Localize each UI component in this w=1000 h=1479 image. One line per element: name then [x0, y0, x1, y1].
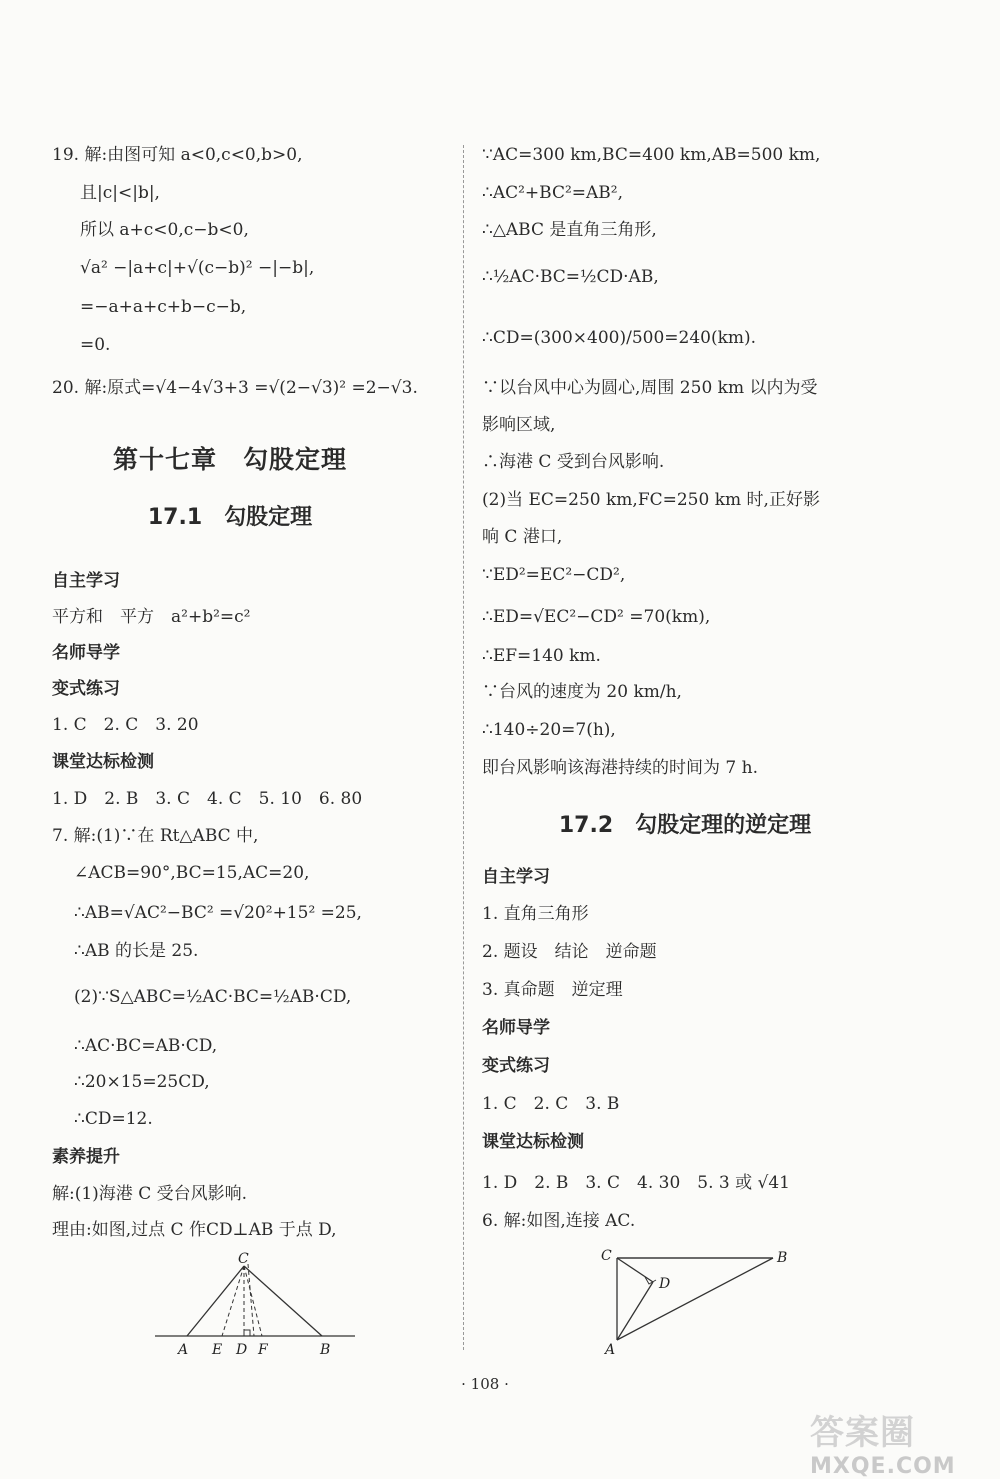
fig1-label-a: A	[178, 1342, 189, 1358]
heading-literacy-upgrade: 素养提升	[52, 1147, 120, 1167]
figure-typhoon-triangle	[150, 1250, 365, 1365]
typhoon-line-14: ∵台风的速度为 20 km/h,	[482, 682, 682, 702]
typhoon-line-10: 响 C 港口,	[482, 527, 563, 547]
watermark-url: MXQE.COM	[810, 1454, 956, 1479]
typhoon-line-11: ∵ED²=EC²−CD²,	[482, 565, 626, 585]
heading-self-study-2: 自主学习	[482, 867, 550, 887]
typhoon-line-15: ∴140÷20=7(h),	[482, 720, 616, 740]
watermark-title: 答案圈	[810, 1413, 915, 1453]
fig1-label-f: F	[258, 1342, 268, 1358]
heading-class-check-2: 课堂达标检测	[482, 1132, 584, 1152]
heading-variant-practice: 变式练习	[52, 679, 120, 699]
section-title-17-1: 17.1 勾股定理	[147, 505, 313, 530]
column-divider	[463, 145, 464, 1350]
answer-7-line-2: ∠ACB=90°,BC=15,AC=20,	[74, 863, 310, 883]
self-study-2-answer-3: 3. 真命题 逆定理	[482, 980, 623, 1000]
answer-7-line-3: ∴AB=√AC²−BC² =√20²+15² =25,	[74, 903, 362, 923]
fig1-label-e: E	[212, 1342, 223, 1358]
class-check-answers: 1. D 2. B 3. C 4. C 5. 10 6. 80	[52, 789, 363, 809]
answer-20: 20. 解:原式=√4−4√3+3 =√(2−√3)² =2−√3.	[52, 378, 418, 398]
literacy-answer-line-2: 理由:如图,过点 C 作CD⊥AB 于点 D,	[52, 1220, 337, 1240]
chapter-title: 第十七章 勾股定理	[112, 445, 347, 474]
self-study-answer: 平方和 平方 a²+b²=c²	[52, 607, 251, 627]
typhoon-line-4: ∴½AC·BC=½CD·AB,	[482, 267, 659, 287]
heading-teacher-guide-2: 名师导学	[482, 1018, 550, 1038]
typhoon-line-13: ∴EF=140 km.	[482, 646, 601, 666]
answer-6-line-1: 6. 解:如图,连接 AC.	[482, 1211, 636, 1231]
heading-variant-practice-2: 变式练习	[482, 1056, 550, 1076]
typhoon-line-5: ∴CD=(300×400)/500=240(km).	[482, 328, 757, 348]
self-study-2-answer-1: 1. 直角三角形	[482, 904, 589, 924]
fig1-label-d: D	[236, 1342, 248, 1358]
answer-19-line-3: 所以 a+c<0,c−b<0,	[80, 220, 249, 240]
answer-19-line-1: 19. 解:由图可知 a<0,c<0,b>0,	[52, 145, 303, 165]
heading-self-study: 自主学习	[52, 571, 120, 591]
answer-19-line-4: √a² −|a+c|+√(c−b)² −|−b|,	[80, 258, 315, 278]
fig1-label-c: C	[238, 1251, 249, 1267]
typhoon-line-7: 影响区域,	[482, 415, 556, 435]
class-check-2-answers: 1. D 2. B 3. C 4. 30 5. 3 或 √41	[482, 1173, 790, 1193]
typhoon-line-2: ∴AC²+BC²=AB²,	[482, 183, 624, 203]
answer-7-line-7: ∴20×15=25CD,	[74, 1072, 210, 1092]
typhoon-line-12: ∴ED=√EC²−CD² =70(km),	[482, 607, 711, 627]
answer-7-line-8: ∴CD=12.	[74, 1109, 153, 1129]
typhoon-line-1: ∵AC=300 km,BC=400 km,AB=500 km,	[482, 145, 821, 165]
typhoon-line-6: ∵以台风中心为圆心,周围 250 km 以内为受	[482, 378, 818, 398]
heading-class-check: 课堂达标检测	[52, 752, 154, 772]
heading-teacher-guide: 名师导学	[52, 643, 120, 663]
typhoon-line-16: 即台风影响该海港持续的时间为 7 h.	[482, 758, 758, 778]
typhoon-line-8: ∴海港 C 受到台风影响.	[482, 452, 665, 472]
answer-19-line-6: =0.	[80, 335, 111, 355]
answer-7-line-4: ∴AB 的长是 25.	[74, 941, 199, 961]
self-study-2-answer-2: 2. 题设 结论 逆命题	[482, 942, 657, 962]
fig1-label-b: B	[320, 1342, 331, 1358]
fig2-label-b: B	[777, 1250, 788, 1266]
answer-19-line-5: =−a+a+c+b−c−b,	[80, 297, 247, 317]
figure-quadrilateral	[595, 1244, 805, 1359]
fig2-label-a: A	[605, 1342, 616, 1358]
typhoon-line-3: ∴△ABC 是直角三角形,	[482, 220, 657, 240]
fig2-label-d: D	[659, 1276, 671, 1292]
section-title-17-2: 17.2 勾股定理的逆定理	[558, 813, 812, 838]
fig2-label-c: C	[601, 1248, 612, 1264]
variant-practice-answers: 1. C 2. C 3. 20	[52, 715, 199, 735]
answer-7-line-1: 7. 解:(1)∵在 Rt△ABC 中,	[52, 826, 259, 846]
page-number: · 108 ·	[461, 1375, 509, 1393]
variant-practice-2-answers: 1. C 2. C 3. B	[482, 1094, 620, 1114]
answer-7-line-6: ∴AC·BC=AB·CD,	[74, 1036, 218, 1056]
answer-7-line-5: (2)∵S△ABC=½AC·BC=½AB·CD,	[74, 987, 352, 1007]
answer-19-line-2: 且|c|<|b|,	[80, 183, 160, 203]
watermark	[810, 1405, 990, 1479]
typhoon-line-9: (2)当 EC=250 km,FC=250 km 时,正好影	[482, 490, 820, 510]
literacy-answer-line-1: 解:(1)海港 C 受台风影响.	[52, 1184, 248, 1204]
